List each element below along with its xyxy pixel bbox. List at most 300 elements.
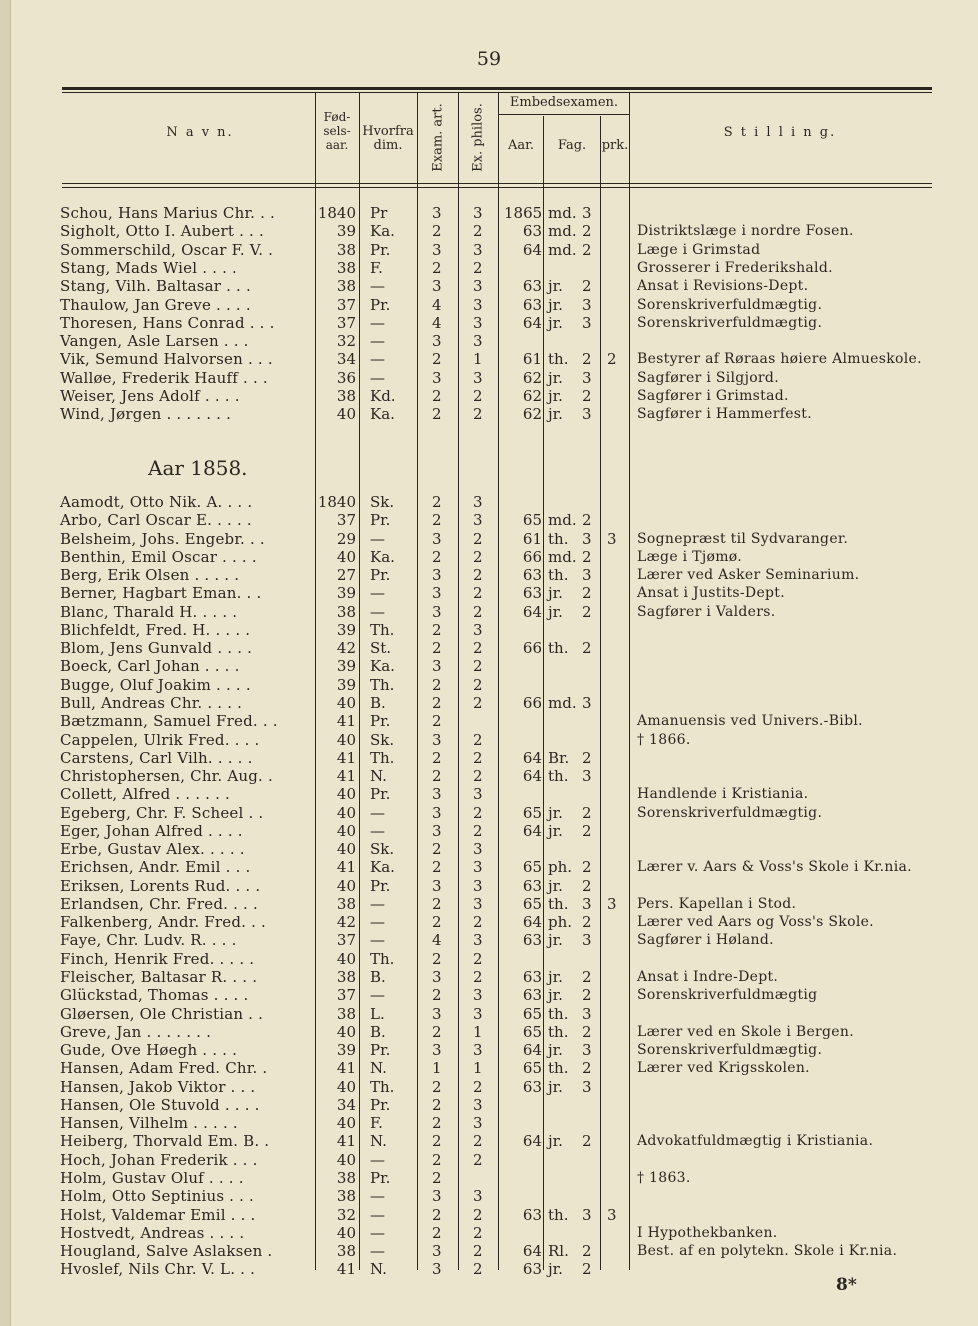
cell-aar: 63 <box>522 986 542 1005</box>
cell-phil: 2 <box>473 1260 483 1279</box>
table-row <box>0 1114 978 1132</box>
cell-from: Pr. <box>370 712 391 731</box>
cell-name: Hvoslef, Nils Chr. V. L. . . <box>60 1260 256 1279</box>
cell-from: B. <box>370 1022 386 1041</box>
cell-from: Ka. <box>370 858 395 877</box>
header-rule-top <box>62 87 932 90</box>
header-name: N a v n. <box>166 125 234 140</box>
cell-art: 3 <box>432 803 442 822</box>
cell-phil: 3 <box>473 240 483 259</box>
cell-art: 2 <box>432 511 442 530</box>
table-row <box>0 1059 978 1077</box>
cell-phil: 2 <box>473 1242 483 1261</box>
cell-year: 38 <box>336 1004 356 1023</box>
cell-art: 2 <box>432 547 442 566</box>
cell-aar: 63 <box>522 584 542 603</box>
cell-fag: md. <box>548 204 577 222</box>
cell-year: 40 <box>336 1077 356 1096</box>
cell-aar: 63 <box>522 1077 542 1096</box>
cell-prk: 3 <box>607 1205 617 1224</box>
cell-art: 2 <box>432 1150 442 1169</box>
cell-fagn: 2 <box>582 240 592 259</box>
cell-fagn: 2 <box>582 748 592 767</box>
table-row <box>0 1169 978 1187</box>
cell-year: 1840 <box>317 493 356 511</box>
cell-fag: md. <box>548 511 577 530</box>
cell-art: 3 <box>432 1187 442 1206</box>
cell-name: Hougland, Salve Aslaksen . <box>60 1242 273 1261</box>
cell-fag: md. <box>548 240 577 259</box>
cell-art: 3 <box>432 277 442 296</box>
cell-phil: 3 <box>473 332 483 351</box>
cell-stilling: I Hypothekbanken. <box>637 1224 778 1241</box>
cell-from: Sk. <box>370 840 395 859</box>
cell-phil: 3 <box>473 840 483 859</box>
cell-name: Aamodt, Otto Nik. A. . . . <box>60 493 253 511</box>
cell-aar: 65 <box>522 1059 542 1078</box>
cell-stilling: Handlende i Kristiania. <box>637 786 809 803</box>
cell-name: Bull, Andreas Chr. . . . . <box>60 693 243 712</box>
cell-name: Faye, Chr. Ludv. R. . . . <box>60 931 237 950</box>
cell-name: Wind, Jørgen . . . . . . . <box>60 405 232 424</box>
cell-fagn: 2 <box>582 350 592 369</box>
cell-phil: 3 <box>473 204 483 222</box>
cell-from: — <box>370 584 385 603</box>
cell-fag: jr. <box>548 368 563 387</box>
cell-phil: 3 <box>473 1187 483 1206</box>
cell-stilling: Sognepræst til Sydvaranger. <box>637 530 849 547</box>
cell-name: Holm, Gustav Oluf . . . . <box>60 1168 244 1187</box>
cell-fagn: 3 <box>582 767 592 786</box>
cell-from: Ka. <box>370 405 395 424</box>
cell-stilling: Lærer v. Aars & Voss's Skole i Kr.nia. <box>637 859 912 876</box>
cell-stilling: Advokatfuldmægtig i Kristiania. <box>637 1133 874 1150</box>
cell-from: — <box>370 529 385 548</box>
cell-from: Pr. <box>370 876 391 895</box>
cell-year: 37 <box>336 931 356 950</box>
cell-phil: 2 <box>473 949 483 968</box>
table-row <box>0 1132 978 1150</box>
cell-from: — <box>370 821 385 840</box>
cell-fagn: 3 <box>582 1205 592 1224</box>
cell-fag: th. <box>548 566 569 585</box>
cell-from: Ka. <box>370 547 395 566</box>
cell-aar: 64 <box>522 767 542 786</box>
cell-art: 2 <box>432 913 442 932</box>
cell-art: 4 <box>432 313 442 332</box>
table-row <box>0 314 978 332</box>
cell-year: 38 <box>336 1187 356 1206</box>
cell-art: 2 <box>432 1022 442 1041</box>
cell-from: Sk. <box>370 493 395 511</box>
cell-year: 41 <box>336 1132 356 1151</box>
cell-stilling: Bestyrer af Røraas høiere Almueskole. <box>637 351 922 368</box>
cell-name: Hoch, Johan Frederik . . . <box>60 1150 258 1169</box>
cell-fagn: 3 <box>582 368 592 387</box>
cell-year: 40 <box>336 949 356 968</box>
header-fag: Fag. <box>557 138 587 153</box>
cell-aar: 63 <box>522 1205 542 1224</box>
cell-phil: 2 <box>473 1077 483 1096</box>
cell-phil: 3 <box>473 894 483 913</box>
cell-art: 3 <box>432 584 442 603</box>
cell-art: 2 <box>432 620 442 639</box>
cell-stilling: Ansat i Revisions-Dept. <box>637 278 809 295</box>
cell-year: 42 <box>336 639 356 658</box>
cell-year: 37 <box>336 511 356 530</box>
cell-year: 40 <box>336 1022 356 1041</box>
cell-name: Cappelen, Ulrik Fred. . . . <box>60 730 260 749</box>
cell-name: Arbo, Carl Oscar E. . . . . <box>60 511 252 530</box>
cell-fagn: 3 <box>582 204 592 222</box>
cell-phil: 2 <box>473 387 483 405</box>
cell-fagn: 3 <box>582 931 592 950</box>
cell-stilling: Amanuensis ved Univers.-Bibl. <box>637 713 863 730</box>
table-row <box>0 895 978 913</box>
cell-phil: 3 <box>473 876 483 895</box>
cell-fagn: 2 <box>582 821 592 840</box>
cell-aar: 61 <box>522 529 542 548</box>
cell-year: 38 <box>336 1242 356 1261</box>
cell-year: 41 <box>336 712 356 731</box>
header-ex-philos: Ex. philos. <box>470 103 486 172</box>
cell-name: Carstens, Carl Vilh. . . . . <box>60 748 253 767</box>
table-row <box>0 530 978 548</box>
cell-from: Ka. <box>370 657 395 676</box>
cell-phil: 2 <box>473 405 483 424</box>
cell-from: — <box>370 277 385 296</box>
header-rule-bottom <box>62 183 932 184</box>
cell-aar: 64 <box>522 1132 542 1151</box>
cell-fag: jr. <box>548 1132 563 1151</box>
cell-art: 2 <box>432 894 442 913</box>
cell-year: 36 <box>336 368 356 387</box>
cell-stilling: † 1866. <box>637 731 691 748</box>
cell-from: B. <box>370 693 386 712</box>
cell-aar: 61 <box>522 350 542 369</box>
cell-name: Heiberg, Thorvald Em. B. . <box>60 1132 270 1151</box>
cell-aar: 65 <box>522 803 542 822</box>
cell-year: 39 <box>336 1041 356 1060</box>
cell-year: 27 <box>336 566 356 585</box>
cell-fag: md. <box>548 547 577 566</box>
cell-fag: ph. <box>548 913 573 932</box>
cell-year: 40 <box>336 730 356 749</box>
cell-phil: 3 <box>473 986 483 1005</box>
cell-art: 2 <box>432 350 442 369</box>
cell-stilling: Pers. Kapellan i Stod. <box>637 895 797 912</box>
table-row <box>0 986 978 1004</box>
table-row <box>0 858 978 876</box>
cell-name: Gløersen, Ole Christian . . <box>60 1004 264 1023</box>
table-row <box>0 804 978 822</box>
cell-prk: 2 <box>607 350 617 369</box>
table-row <box>0 1096 978 1114</box>
cell-year: 38 <box>336 602 356 621</box>
table-row <box>0 566 978 584</box>
cell-art: 3 <box>432 529 442 548</box>
cell-from: Pr. <box>370 240 391 259</box>
cell-art: 2 <box>432 1168 442 1187</box>
cell-fag: jr. <box>548 876 563 895</box>
cell-stilling: Sorenskriverfuldmægtig. <box>637 804 823 821</box>
cell-stilling: Læge i Grimstad <box>637 241 761 258</box>
table-row <box>0 785 978 803</box>
cell-art: 2 <box>432 222 442 241</box>
cell-aar: 63 <box>522 1260 542 1279</box>
cell-stilling: Lærer ved Krigsskolen. <box>637 1060 810 1077</box>
table-row <box>0 511 978 529</box>
cell-fag: md. <box>548 693 577 712</box>
cell-from: — <box>370 1205 385 1224</box>
cell-from: L. <box>370 1004 385 1023</box>
cell-fagn: 3 <box>582 566 592 585</box>
cell-fagn: 2 <box>582 602 592 621</box>
cell-fag: jr. <box>548 602 563 621</box>
cell-art: 2 <box>432 1114 442 1133</box>
cell-aar: 66 <box>522 547 542 566</box>
cell-fagn: 2 <box>582 1022 592 1041</box>
cell-name: Fleischer, Baltasar R. . . . <box>60 968 258 987</box>
cell-name: Eger, Johan Alfred . . . . <box>60 821 243 840</box>
cell-year: 42 <box>336 913 356 932</box>
cell-fag: jr. <box>548 387 563 405</box>
page-number: 59 <box>476 48 502 70</box>
cell-year: 38 <box>336 968 356 987</box>
cell-from: N. <box>370 1260 387 1279</box>
cell-fagn: 2 <box>582 547 592 566</box>
table-row <box>0 931 978 949</box>
cell-stilling: Sorenskriverfuldmægtig. <box>637 1042 823 1059</box>
cell-name: Collett, Alfred . . . . . . <box>60 785 231 804</box>
cell-art: 2 <box>432 986 442 1005</box>
table-row <box>0 369 978 387</box>
cell-art: 3 <box>432 602 442 621</box>
cell-fagn: 3 <box>582 295 592 314</box>
cell-stilling: Sagfører i Hammerfest. <box>637 406 812 423</box>
cell-art: 2 <box>432 748 442 767</box>
cell-phil: 2 <box>473 821 483 840</box>
cell-fagn: 3 <box>582 894 592 913</box>
cell-name: Vangen, Asle Larsen . . . <box>60 332 249 351</box>
header-prk: prk. <box>601 138 629 153</box>
cell-stilling: Lærer ved Aars og Voss's Skole. <box>637 914 874 931</box>
cell-name: Gude, Ove Høegh . . . . <box>60 1041 238 1060</box>
cell-from: N. <box>370 1132 387 1151</box>
cell-phil: 2 <box>473 693 483 712</box>
embedsexamen-underline <box>498 114 629 115</box>
cell-phil: 3 <box>473 368 483 387</box>
cell-fag: jr. <box>548 986 563 1005</box>
cell-name: Belsheim, Johs. Engebr. . . <box>60 529 265 548</box>
cell-fagn: 3 <box>582 1077 592 1096</box>
cell-art: 2 <box>432 1132 442 1151</box>
cell-art: 3 <box>432 821 442 840</box>
header-birth-year: Fød- sels- aar. <box>323 110 351 152</box>
cell-from: Pr. <box>370 511 391 530</box>
cell-fagn: 2 <box>582 277 592 296</box>
cell-phil: 3 <box>473 493 483 511</box>
cell-from: — <box>370 368 385 387</box>
cell-year: 41 <box>336 1059 356 1078</box>
cell-from: Pr. <box>370 1041 391 1060</box>
cell-stilling: Sagfører i Valders. <box>637 603 776 620</box>
cell-year: 40 <box>336 547 356 566</box>
cell-phil: 1 <box>473 1059 483 1078</box>
cell-from: — <box>370 894 385 913</box>
cell-aar: 65 <box>522 894 542 913</box>
cell-art: 2 <box>432 767 442 786</box>
cell-name: Erlandsen, Chr. Fred. . . . <box>60 894 258 913</box>
cell-name: Berg, Erik Olsen . . . . . <box>60 566 240 585</box>
cell-art: 3 <box>432 332 442 351</box>
cell-fagn: 3 <box>582 1004 592 1023</box>
cell-aar: 64 <box>522 913 542 932</box>
cell-name: Berner, Hagbart Eman. . . <box>60 584 262 603</box>
cell-phil: 2 <box>473 1132 483 1151</box>
cell-stilling: Sagfører i Grimstad. <box>637 388 789 404</box>
cell-year: 39 <box>336 675 356 694</box>
table-row <box>0 621 978 639</box>
cell-name: Blom, Jens Gunvald . . . . <box>60 639 253 658</box>
cell-aar: 66 <box>522 693 542 712</box>
cell-art: 2 <box>432 405 442 424</box>
cell-name: Falkenberg, Andr. Fred. . . <box>60 913 266 932</box>
cell-aar: 64 <box>522 602 542 621</box>
cell-from: Pr. <box>370 566 391 585</box>
cell-fag: Br. <box>548 748 570 767</box>
table-row <box>0 1005 978 1023</box>
cell-year: 40 <box>336 785 356 804</box>
table-row <box>0 731 978 749</box>
cell-from: Pr. <box>370 295 391 314</box>
cell-art: 3 <box>432 785 442 804</box>
cell-stilling: Lærer ved Asker Seminarium. <box>637 567 860 584</box>
header-aar: Aar. <box>507 138 535 153</box>
cell-phil: 2 <box>473 258 483 277</box>
cell-fag: th. <box>548 767 569 786</box>
header-embedsexamen: Embedsexamen. <box>509 95 619 110</box>
cell-fagn: 2 <box>582 876 592 895</box>
cell-aar: 65 <box>522 1022 542 1041</box>
cell-name: Eriksen, Lorents Rud. . . . <box>60 876 261 895</box>
cell-fag: jr. <box>548 931 563 950</box>
cell-phil: 2 <box>473 767 483 786</box>
cell-year: 40 <box>336 1150 356 1169</box>
cell-stilling: Grosserer i Frederikshald. <box>637 259 833 276</box>
cell-phil: 2 <box>473 675 483 694</box>
cell-fagn: 2 <box>582 584 592 603</box>
cell-stilling: Læge i Tjømø. <box>637 548 742 565</box>
cell-phil: 3 <box>473 931 483 950</box>
table-row <box>0 749 978 767</box>
cell-prk: 3 <box>607 894 617 913</box>
cell-art: 3 <box>432 566 442 585</box>
cell-fagn: 2 <box>582 1242 592 1261</box>
cell-name: Hansen, Adam Fred. Chr. . <box>60 1059 268 1078</box>
cell-year: 40 <box>336 693 356 712</box>
cell-aar: 65 <box>522 511 542 530</box>
cell-phil: 3 <box>473 1114 483 1133</box>
cell-stilling: Sagfører i Silgjord. <box>637 369 779 386</box>
cell-aar: 64 <box>522 748 542 767</box>
cell-stilling: Sorenskriverfuldmægtig <box>637 987 818 1004</box>
cell-name: Schou, Hans Marius Chr. . . <box>60 204 276 222</box>
cell-art: 2 <box>432 493 442 511</box>
cell-phil: 2 <box>473 657 483 676</box>
cell-fagn: 2 <box>582 511 592 530</box>
cell-fagn: 2 <box>582 1260 592 1279</box>
cell-phil: 2 <box>473 1223 483 1242</box>
cell-fagn: 2 <box>582 222 592 241</box>
cell-name: Christophersen, Chr. Aug. . <box>60 767 273 786</box>
section-title: Aar 1858. <box>148 456 248 480</box>
cell-name: Boeck, Carl Johan . . . . <box>60 657 240 676</box>
cell-year: 38 <box>336 277 356 296</box>
cell-fag: th. <box>548 639 569 658</box>
cell-art: 3 <box>432 240 442 259</box>
cell-fagn: 3 <box>582 405 592 424</box>
cell-phil: 2 <box>473 968 483 987</box>
cell-name: Bugge, Oluf Joakim . . . . <box>60 675 251 694</box>
cell-aar: 65 <box>522 858 542 877</box>
cell-art: 3 <box>432 1260 442 1279</box>
cell-phil: 2 <box>473 602 483 621</box>
cell-phil: 3 <box>473 313 483 332</box>
cell-aar: 63 <box>522 566 542 585</box>
table-row <box>0 277 978 295</box>
cell-art: 2 <box>432 258 442 277</box>
cell-fag: jr. <box>548 1077 563 1096</box>
cell-art: 2 <box>432 1205 442 1224</box>
cell-fag: jr. <box>548 277 563 296</box>
cell-phil: 2 <box>473 730 483 749</box>
cell-stilling: † 1863. <box>637 1169 691 1186</box>
cell-from: Kd. <box>370 387 396 405</box>
cell-aar: 66 <box>522 639 542 658</box>
cell-fag: th. <box>548 350 569 369</box>
cell-aar: 62 <box>522 405 542 424</box>
cell-art: 4 <box>432 931 442 950</box>
table-row <box>0 387 978 405</box>
cell-year: 41 <box>336 858 356 877</box>
cell-fag: jr. <box>548 821 563 840</box>
signature-mark: 8* <box>836 1275 857 1295</box>
cell-name: Blichfeldt, Fred. H. . . . . <box>60 620 251 639</box>
cell-aar: 63 <box>522 968 542 987</box>
cell-fag: th. <box>548 894 569 913</box>
cell-name: Hansen, Jakob Viktor . . . <box>60 1077 256 1096</box>
cell-from: Th. <box>370 949 395 968</box>
table-row <box>0 657 978 675</box>
table-row <box>0 296 978 314</box>
cell-from: — <box>370 803 385 822</box>
cell-aar: 64 <box>522 1242 542 1261</box>
cell-name: Sommerschild, Oscar F. V. . <box>60 240 274 259</box>
cell-fagn: 2 <box>582 803 592 822</box>
cell-from: N. <box>370 1059 387 1078</box>
table-row <box>0 493 978 511</box>
cell-stilling: Sagfører i Høland. <box>637 932 774 949</box>
table-row <box>0 822 978 840</box>
cell-aar: 62 <box>522 368 542 387</box>
cell-from: Ka. <box>370 222 395 241</box>
cell-year: 40 <box>336 1114 356 1133</box>
cell-phil: 2 <box>473 748 483 767</box>
table-row <box>0 1242 978 1260</box>
cell-phil: 2 <box>473 1150 483 1169</box>
cell-art: 3 <box>432 204 442 222</box>
